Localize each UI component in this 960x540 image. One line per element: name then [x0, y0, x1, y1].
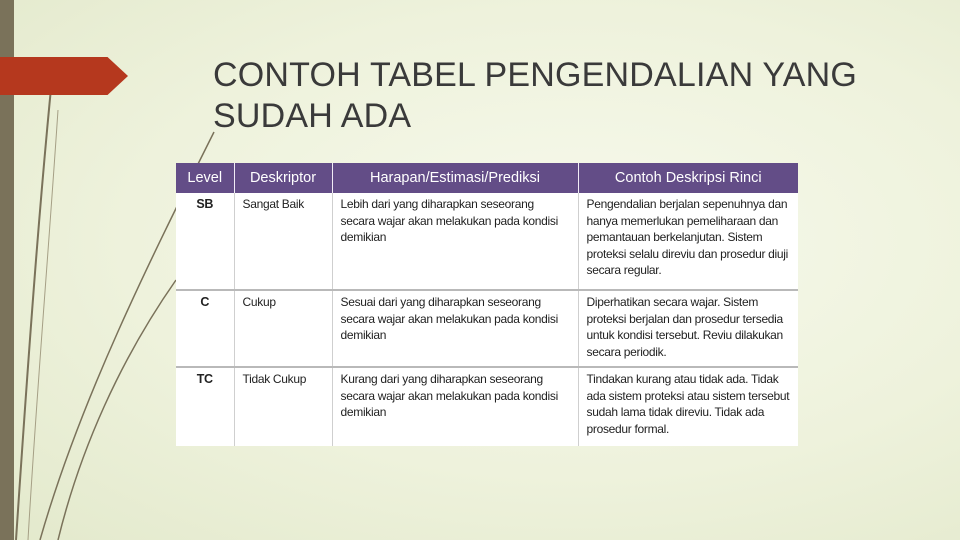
accent-arrow-tab	[0, 57, 128, 95]
level-cell: SB	[176, 193, 234, 290]
table-row	[176, 290, 798, 367]
table-header-row	[176, 163, 798, 193]
detail-cell: Diperhatikan secara wajar. Sistem proteksi berjalan dan prosedur tersedia untuk kondisi tersebut. Reviu dilakukan secara periodik.	[578, 290, 798, 367]
descriptor-cell: Sangat Baik	[234, 193, 332, 290]
header-expectation: Harapan/Estimasi/Prediksi	[332, 163, 578, 193]
expectation-cell: Sesuai dari yang diharapkan seseorang secara wajar akan melakukan pada kondisi demikian	[332, 290, 578, 367]
header-level: Level	[176, 163, 234, 193]
header-detail: Contoh Deskripsi Rinci	[578, 163, 798, 193]
descriptor-cell: Cukup	[234, 290, 332, 367]
level-cell: C	[176, 290, 234, 367]
expectation-cell: Kurang dari yang diharapkan seseorang secara wajar akan melakukan pada kondisi demikian	[332, 367, 578, 446]
control-table	[176, 163, 798, 446]
level-cell: TC	[176, 367, 234, 446]
detail-cell: Tindakan kurang atau tidak ada. Tidak ada sistem proteksi atau sistem tersebut sudah lama tidak direviu. Tidak ada prosedur formal.	[578, 367, 798, 446]
table-row	[176, 367, 798, 446]
detail-cell: Pengendalian berjalan sepenuhnya dan hanya memerlukan pemeliharaan dan pemantauan berkelanjutan. Sistem proteksi selalu direviu dan prosedur diuji secara regular.	[578, 193, 798, 290]
table-row	[176, 193, 798, 290]
descriptor-cell: Tidak Cukup	[234, 367, 332, 446]
header-descriptor: Deskriptor	[234, 163, 332, 193]
slide-title: CONTOH TABEL PENGENDALIAN YANG SUDAH ADA	[213, 56, 857, 135]
expectation-cell: Lebih dari yang diharapkan seseorang secara wajar akan melakukan pada kondisi demikian	[332, 193, 578, 290]
